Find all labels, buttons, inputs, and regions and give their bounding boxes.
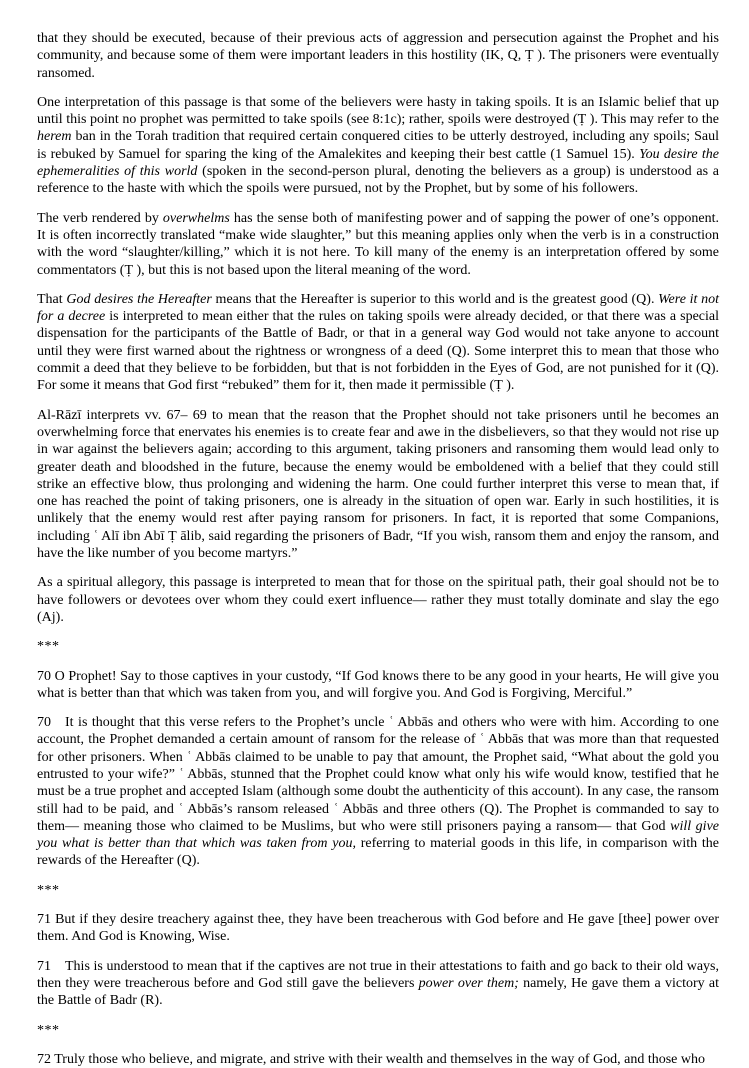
text-run: 70 It is thought that this verse refers to the Prophet’s uncle ʿ Abbās and others who were with him. According to one account, the Prophet demanded a certain amount of ransom for the release of ʿ Abbās that was more than that requested for other prisoners. When ʿ Abbās claimed to be unable to pay that amount, the Prophet said, “What about the gold you entrusted to your wife?” ʿ Abbās, stunned that the Prophet could know what only his wife would know, testified that he must be a true prophet and accepted Islam (although some doubt the authenticity of this account). In any case, the ransom still had to be paid, and ʿ Abbās’s ransom released ʿ Abbās and three others (Q). The Prophet is commanded to say to them— meaning those who claimed to be Muslims, but who were still prisoners paying a ransom— that God <box>37 715 719 834</box>
verse-71-text <box>37 911 719 946</box>
text-run: The verb rendered by <box>37 210 163 226</box>
text-run: ban in the Torah tradition that required certain conquered cities to be utterly destroyed, including any spoils; Saul is rebuked by Samuel for sparing the king of the Amalekites and keeping their best cattle (1 Samuel 15). <box>37 129 719 162</box>
commentary-on-verse-70 <box>37 714 719 870</box>
commentary-on-verse-71 <box>37 958 719 1010</box>
section-separator: *** <box>37 639 60 655</box>
section-separator: *** <box>37 1022 60 1038</box>
commentary-paragraph-al-razi-interpretation <box>37 407 719 563</box>
text-run: 72 Truly those who believe, and migrate, and strive with their wealth and themselves in the way of God, and those who <box>37 1051 705 1067</box>
italic-text-run: overwhelms <box>162 210 230 226</box>
italic-text-run: God desires the Hereafter <box>66 291 212 307</box>
text-run: One interpretation of this passage is that some of the believers were hasty in taking spoils. It is an Islamic belief that up until this point no prophet was permitted to take spoils (see 8:1c); rather, spoils were destroyed (Ṭ ). This may refer to the <box>37 94 719 128</box>
commentary-paragraph-spiritual-allegory <box>37 574 719 626</box>
text-run: namely, He gave them a victory at the Battle of Badr (R). <box>37 975 719 1009</box>
commentary-paragraph-prisoners-ransomed <box>37 30 719 82</box>
text-run: 70 O Prophet! Say to those captives in your custody, “If God knows there to be any good in your hearts, He will give you what is better than that which was taken from you, and will forgive you. And God is Forgiving, Merciful.” <box>37 668 719 701</box>
italic-text-run: power over them; <box>418 975 519 991</box>
text-run: As a spiritual allegory, this passage is interpreted to mean that for those on the spiritual path, their goal should not be to have followers or devotees over whom they could exert influence— rather they must totally dominate and slay the ego (Aj). <box>37 575 719 625</box>
italic-text-run: will give you what is better than that which was taken from you, <box>37 818 719 852</box>
commentary-paragraph-god-desires-hereafter <box>37 291 719 395</box>
text-run: is interpreted to mean either that the rules on taking spoils were already decided, or that there was a special dispensation for the participants of the Battle of Badr, or that in a general way God would not take anyone to account until they were first warned about the rightness or wrongness of a deed (Q). Some interpret this to mean that those who commit a deed that they believe to be forbidden, but that is not forbidden in the Eyes of God, are not punished for it (Q). For some it means that God first “rebuked” them for it, then made it permissible (Ṭ ). <box>37 309 720 394</box>
text-run: Al-Rāzī interprets vv. 67– 69 to mean that the reason that the Prophet should not take prisoners until he becomes an overwhelming force that enervates his enemies is to create fear and awe in the disbelievers, so that they would not rise up in war against the believers again; according to this argument, taking prisoners and ransoming them would lead only to greater death and bloodshed in the future, because the enemy would be emboldened with a belief that they could still strike an effective blow, thus prolonging and widening the harm. One could further interpret this verse to mean that, if one has reached the point of taking prisoners, one is already in the situation of open war. Early in such hostilities, it is unlikely that the enemy would rest after paying ransom for prisoners. In fact, it is reported that some Companions, including ʿ Alī ibn Abī Ṭ ālib, said regarding the prisoners of Badr, “If you wish, ransom them and enjoy the ransom, and have the like number of you become martyrs.” <box>37 407 719 562</box>
text-run: 71 This is understood to mean that if the captives are not true in their attestations to faith and go back to their old ways, then they were treacherous before and God still gave the believers <box>37 958 719 991</box>
text-run: has the sense both of manifesting power and of sapping the power of one’s opponent. It is often incorrectly translated “make wide slaughter,” but this meaning applies only when the verb is in a construction with the word “slaughter/killing,” which it is not here. To kill many of the enemy is an interpretation offered by some commentators (Ṭ ), but this is not based upon the literal meaning of the word. <box>37 210 720 278</box>
verse-70-text <box>37 668 719 703</box>
text-run: That <box>37 291 67 307</box>
verse-72-text <box>37 1051 719 1068</box>
italic-text-run: herem <box>37 129 72 145</box>
commentary-paragraph-verb-overwhelms <box>37 210 719 279</box>
italic-text-run: You desire the ephemeralities of this world <box>37 146 719 180</box>
italic-text-run: Were it not for a decree <box>37 291 720 325</box>
text-run: that they should be executed, because of their previous acts of aggression and persecution against the Prophet and his community, and because some of them were important leaders in this hostility (IK, Q, Ṭ ). The prisoners were eventually ransomed. <box>37 31 719 81</box>
text-run: (spoken in the second-person plural, denoting the believers as a group) is understood as a reference to the haste with which the spoils were pursued, not by the Prophet, but by some of his followers. <box>37 164 720 197</box>
text-run: referring to material goods in this life, in comparison with the rewards of the Hereafter (Q). <box>37 836 720 869</box>
text-run: means that the Hereafter is superior to this world and is the greatest good (Q). <box>211 291 659 307</box>
commentary-paragraph-hasty-spoils <box>37 94 719 198</box>
text-run: 71 But if they desire treachery against thee, they have been treacherous with God before and He gave [thee] power over them. And God is Knowing, Wise. <box>37 912 719 945</box>
section-separator: *** <box>37 882 60 898</box>
